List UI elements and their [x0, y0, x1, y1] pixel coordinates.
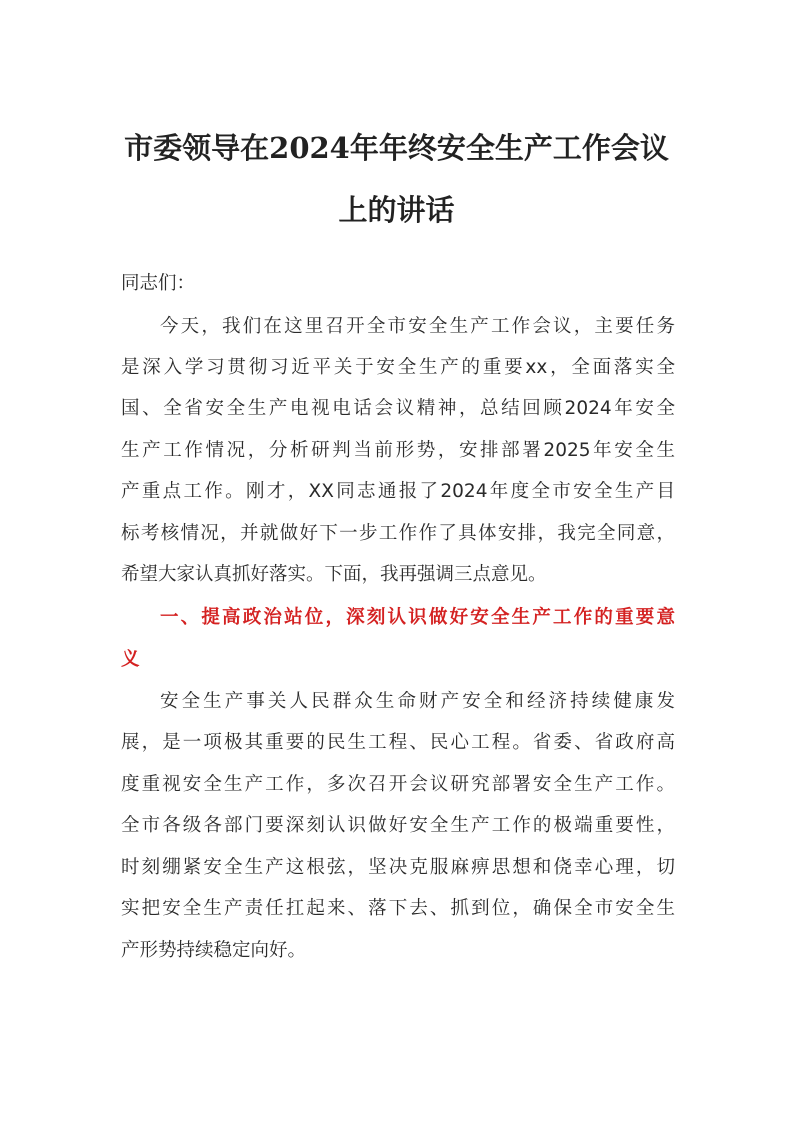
paragraph-1-line: 是深入学习贯彻习近平关于安全生产的重要xx，全面落实全 — [121, 357, 675, 378]
paragraph-1-line: 国、全省安全生产电视电话会议精神，总结回顾2024年安全 — [121, 398, 675, 419]
paragraph-1-line: 希望大家认真抓好落实。下面，我再强调三点意见。 — [121, 564, 547, 585]
paragraph-2-line: 安全生产事关人民群众生命财产安全和经济持续健康发 — [160, 691, 675, 712]
document-title-line-2: 上的讲话 — [338, 193, 455, 227]
section-heading-1-line: 一、提高政治站位，深刻认识做好安全生产工作的重要意 — [160, 607, 675, 628]
document-title-line-1: 市委领导在2024年年终安全生产工作会议 — [124, 131, 669, 165]
paragraph-1-line: 产重点工作。刚才，XX同志通报了2024年度全市安全生产目 — [121, 481, 675, 502]
paragraph-2-line: 度重视安全生产工作，多次召开会议研究部署安全生产工作。 — [121, 774, 675, 795]
paragraph-2-line: 时刻绷紧安全生产这根弦，坚决克服麻痹思想和侥幸心理，切 — [121, 857, 675, 878]
paragraph-2-line: 展，是一项极其重要的民生工程、民心工程。省委、省政府高 — [121, 732, 675, 753]
paragraph-1-line: 标考核情况，并就做好下一步工作作了具体安排，我完全同意， — [121, 523, 675, 544]
paragraph-1-line: 今天，我们在这里召开全市安全生产工作会议，主要任务 — [160, 316, 675, 337]
paragraph-2-line: 实把安全生产责任扛起来、落下去、抓到位，确保全市安全生 — [121, 898, 675, 919]
section-heading-1-line: 义 — [121, 649, 140, 670]
salutation: 同志们： — [121, 273, 196, 294]
paragraph-2-line: 产形势持续稳定向好。 — [121, 940, 307, 961]
paragraph-2-line: 全市各级各部门要深刻认识做好安全生产工作的极端重要性， — [121, 815, 675, 836]
paragraph-1-line: 生产工作情况，分析研判当前形势，安排部署2025年安全生 — [121, 440, 675, 461]
